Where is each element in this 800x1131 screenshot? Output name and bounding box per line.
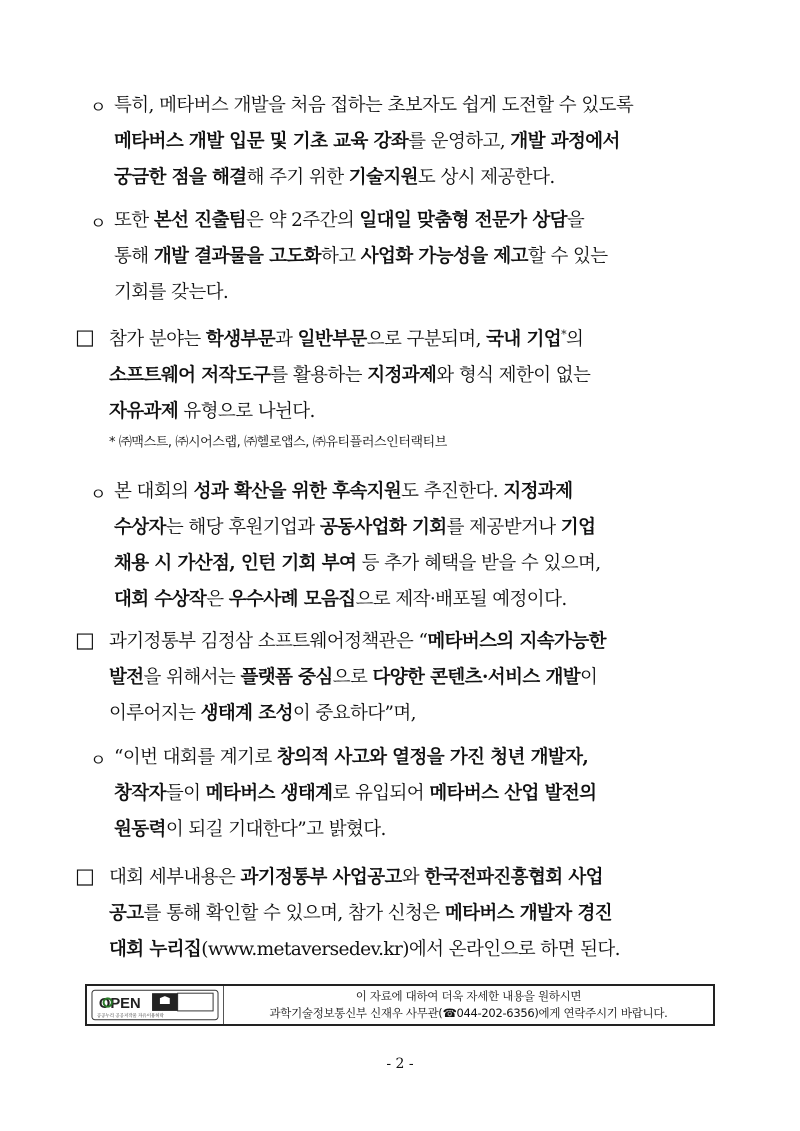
text-line: “이번 대회를 계기로 창의적 사고와 열정을 가진 청년 개발자, <box>114 747 589 768</box>
svg-text:OPEN: OPEN <box>98 995 141 1012</box>
text-line: 원동력이 되길 기대한다”고 밝혔다. <box>114 819 386 840</box>
paragraph-policy-officer-quote <box>109 624 606 732</box>
text-line: 대회 누리집(www.metaversedev.kr)에서 온라인으로 하면 된다. <box>109 939 620 960</box>
text-line: 궁금한 점을 해결해 주기 위한 기술지원도 상시 제공한다. <box>114 167 555 188</box>
text-line: 창작자들이 메타버스 생태계로 유입되어 메타버스 산업 발전의 <box>114 783 597 804</box>
text-line: 채용 시 가산점, 인턴 기회 부여 등 추가 혜택을 받을 수 있으며, <box>114 553 601 574</box>
paragraph-expectation-quote <box>114 740 596 848</box>
text-line: 대회 세부내용은 과기정통부 사업공고와 한국전파진흥협회 사업 <box>109 867 603 888</box>
text-line: 자유과제 유형으로 나뉜다. <box>109 401 315 422</box>
text-line: 본 대회의 성과 확산을 위한 후속지원도 추진한다. 지정과제 <box>114 481 573 502</box>
text-line: 참가 분야는 학생부문과 일반부문으로 구분되며, 국내 기업*의 <box>109 327 584 350</box>
svg-text:공공누리 공공저작물 자유이용허락: 공공누리 공공저작물 자유이용허락 <box>96 1013 164 1019</box>
contact-line: 이 자료에 대하여 더욱 자세한 내용을 원하시면 <box>355 989 582 1003</box>
paragraph-special-education <box>114 88 633 196</box>
footnote-companies: * ㈜맥스트, ㈜시어스랩, ㈜헬로앱스, ㈜유티플러스인터랙티브 <box>109 435 447 450</box>
text-line: 소프트웨어 저작도구를 활용하는 지정과제와 형식 제한이 없는 <box>109 365 591 386</box>
square-bullet-icon: □ <box>75 864 95 888</box>
square-bullet-icon: □ <box>75 325 95 349</box>
contact-line: 과학기술정보통신부 신재우 사무관(☎044-202-6356)에게 연락주시기 바랍니다. <box>269 1006 668 1020</box>
contact-info-box <box>85 984 715 1026</box>
circle-bullet-icon: ㅇ <box>90 98 107 118</box>
paragraph-finalist-consulting <box>114 203 608 311</box>
open-license-icon <box>91 988 219 1022</box>
page-number: - 2 - <box>386 1056 414 1072</box>
text-line: 특히, 메타버스 개발을 처음 접하는 초보자도 쉽게 도전할 수 있도록 <box>114 95 634 116</box>
paragraph-follow-up-support <box>114 474 601 618</box>
contact-text <box>224 986 713 1024</box>
text-line: 통해 개발 결과물을 고도화하고 사업화 가능성을 제고할 수 있는 <box>114 246 608 267</box>
text-line: 또한 본선 진출팀은 약 2주간의 일대일 맞춤형 전문가 상담을 <box>114 210 585 231</box>
text-line: 기회를 갖는다. <box>114 282 229 303</box>
text-line: 대회 수상작은 우수사례 모음집으로 제작·배포될 예정이다. <box>114 589 567 610</box>
open-license-logo <box>87 986 224 1024</box>
paragraph-contest-details <box>109 860 620 968</box>
circle-bullet-icon: ㅇ <box>90 751 107 771</box>
text-line: 과기정통부 김정삼 소프트웨어정책관은 “메타버스의 지속가능한 <box>109 631 606 652</box>
circle-bullet-icon: ㅇ <box>90 214 107 234</box>
circle-bullet-icon: ㅇ <box>90 485 107 505</box>
text-line: 발전을 위해서는 플랫폼 중심으로 다양한 콘텐츠·서비스 개발이 <box>109 667 598 688</box>
square-bullet-icon: □ <box>75 628 95 652</box>
text-line: 이루어지는 생태계 조성이 중요하다”며, <box>109 703 416 724</box>
paragraph-participation-fields <box>109 322 590 430</box>
text-line: 수상자는 해당 후원기업과 공동사업화 기회를 제공받거나 기업 <box>114 517 596 538</box>
text-line: 메타버스 개발 입문 및 기초 교육 강좌를 운영하고, 개발 과정에서 <box>114 131 620 152</box>
text-line: 공고를 통해 확인할 수 있으며, 참가 신청은 메타버스 개발자 경진 <box>109 903 612 924</box>
